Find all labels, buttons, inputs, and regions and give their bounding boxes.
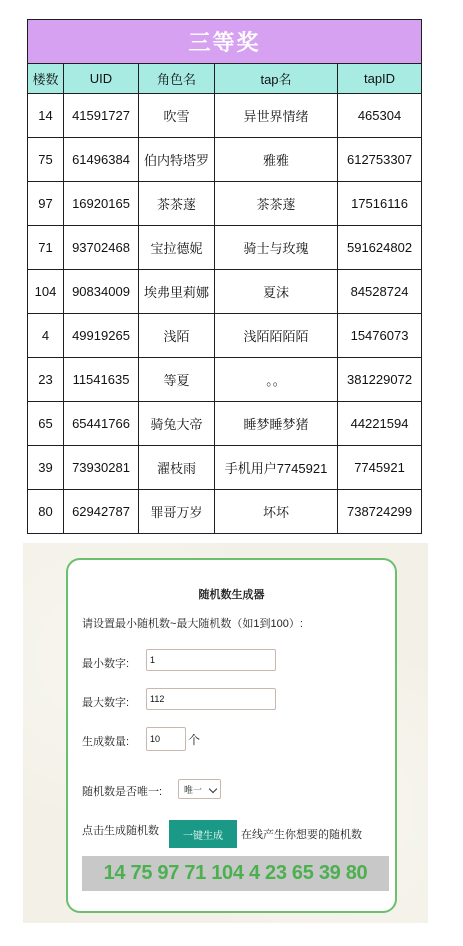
cell-tap-id: 44221594 bbox=[338, 402, 422, 446]
cell-role-name: 浅陌 bbox=[139, 314, 215, 358]
table-row bbox=[28, 182, 422, 226]
cell-tap-name: 雅雅 bbox=[215, 138, 338, 182]
cell-role-name: 茶茶蓫 bbox=[139, 182, 215, 226]
table-row bbox=[28, 314, 422, 358]
cell-tap-id: 465304 bbox=[338, 94, 422, 138]
cell-uid: 93702468 bbox=[64, 226, 139, 270]
header-uid: UID bbox=[64, 64, 139, 94]
cell-tap-id: 84528724 bbox=[338, 270, 422, 314]
unique-select[interactable] bbox=[178, 779, 221, 799]
max-label: 最大数字: bbox=[82, 697, 130, 709]
generator-title: 随机数生成器 bbox=[198, 589, 265, 601]
max-number-input[interactable] bbox=[146, 688, 276, 710]
cell-tap-id: 7745921 bbox=[338, 446, 422, 490]
cell-uid: 62942787 bbox=[64, 490, 139, 534]
generator-instruction: 请设置最小随机数~最大随机数（如1到100）: bbox=[82, 618, 303, 630]
cell-role-name: 骑兔大帝 bbox=[139, 402, 215, 446]
cell-tap-name: 坏坏 bbox=[215, 490, 338, 534]
unique-select-value: 唯一 bbox=[184, 784, 203, 795]
cell-role-name: 宝拉德妮 bbox=[139, 226, 215, 270]
header-tap-name: tap名 bbox=[215, 64, 338, 94]
cell-tap-name: 骑士与玫瑰 bbox=[215, 226, 338, 270]
cell-tap-name: 异世界情绪 bbox=[215, 94, 338, 138]
cell-uid: 61496384 bbox=[64, 138, 139, 182]
cell-role-name: 埃弗里莉娜 bbox=[139, 270, 215, 314]
cell-tap-id: 381229072 bbox=[338, 358, 422, 402]
cell-role-name: 吹雪 bbox=[139, 94, 215, 138]
cell-floor: 65 bbox=[28, 402, 64, 446]
prize-table-container bbox=[27, 19, 421, 534]
cell-tap-id: 15476073 bbox=[338, 314, 422, 358]
table-row bbox=[28, 490, 422, 534]
table-title: 三等奖 bbox=[28, 20, 422, 64]
cell-uid: 16920165 bbox=[64, 182, 139, 226]
table-row bbox=[28, 358, 422, 402]
count-label: 生成数量: bbox=[82, 736, 130, 748]
header-tap-id: tapID bbox=[338, 64, 422, 94]
generate-suffix-text: 在线产生你想要的随机数 bbox=[241, 829, 362, 841]
table-row bbox=[28, 94, 422, 138]
cell-tap-name: 睡梦睡梦猪 bbox=[215, 402, 338, 446]
table-row bbox=[28, 270, 422, 314]
header-floor: 楼数 bbox=[28, 64, 64, 94]
cell-floor: 39 bbox=[28, 446, 64, 490]
cell-tap-id: 738724299 bbox=[338, 490, 422, 534]
unique-label: 随机数是否唯一: bbox=[82, 786, 163, 798]
cell-role-name: 伯内特塔罗 bbox=[139, 138, 215, 182]
table-row bbox=[28, 138, 422, 182]
cell-role-name: 罪哥万岁 bbox=[139, 490, 215, 534]
cell-floor: 4 bbox=[28, 314, 64, 358]
count-unit: 个 bbox=[188, 733, 201, 747]
table-row bbox=[28, 402, 422, 446]
random-generator-card bbox=[66, 558, 397, 913]
cell-floor: 104 bbox=[28, 270, 64, 314]
cell-tap-name: 手机用户7745921 bbox=[215, 446, 338, 490]
min-label: 最小数字: bbox=[82, 658, 130, 670]
cell-tap-id: 17516116 bbox=[338, 182, 422, 226]
count-input[interactable] bbox=[146, 727, 186, 751]
cell-uid: 41591727 bbox=[64, 94, 139, 138]
cell-floor: 97 bbox=[28, 182, 64, 226]
cell-tap-name: 夏沫 bbox=[215, 270, 338, 314]
table-row bbox=[28, 226, 422, 270]
cell-tap-id: 612753307 bbox=[338, 138, 422, 182]
cell-uid: 49919265 bbox=[64, 314, 139, 358]
cell-floor: 75 bbox=[28, 138, 64, 182]
table-row bbox=[28, 446, 422, 490]
result-display: 14 75 97 71 104 4 23 65 39 80 bbox=[82, 856, 389, 891]
cell-floor: 80 bbox=[28, 490, 64, 534]
cell-role-name: 等夏 bbox=[139, 358, 215, 402]
cell-uid: 73930281 bbox=[64, 446, 139, 490]
chevron-down-icon bbox=[209, 785, 217, 793]
header-role-name: 角色名 bbox=[139, 64, 215, 94]
cell-floor: 14 bbox=[28, 94, 64, 138]
cell-uid: 65441766 bbox=[64, 402, 139, 446]
cell-tap-id: 591624802 bbox=[338, 226, 422, 270]
min-number-input[interactable] bbox=[146, 649, 276, 671]
cell-floor: 71 bbox=[28, 226, 64, 270]
cell-role-name: 濯枝雨 bbox=[139, 446, 215, 490]
generate-prefix-text: 点击生成随机数 bbox=[82, 825, 159, 837]
cell-uid: 90834009 bbox=[64, 270, 139, 314]
generate-button[interactable]: 一键生成 bbox=[169, 820, 237, 848]
cell-tap-name: 。。 bbox=[215, 358, 338, 402]
cell-floor: 23 bbox=[28, 358, 64, 402]
cell-tap-name: 浅陌陌陌陌 bbox=[215, 314, 338, 358]
cell-tap-name: 茶茶蓫 bbox=[215, 182, 338, 226]
prize-table bbox=[27, 19, 422, 534]
cell-uid: 11541635 bbox=[64, 358, 139, 402]
